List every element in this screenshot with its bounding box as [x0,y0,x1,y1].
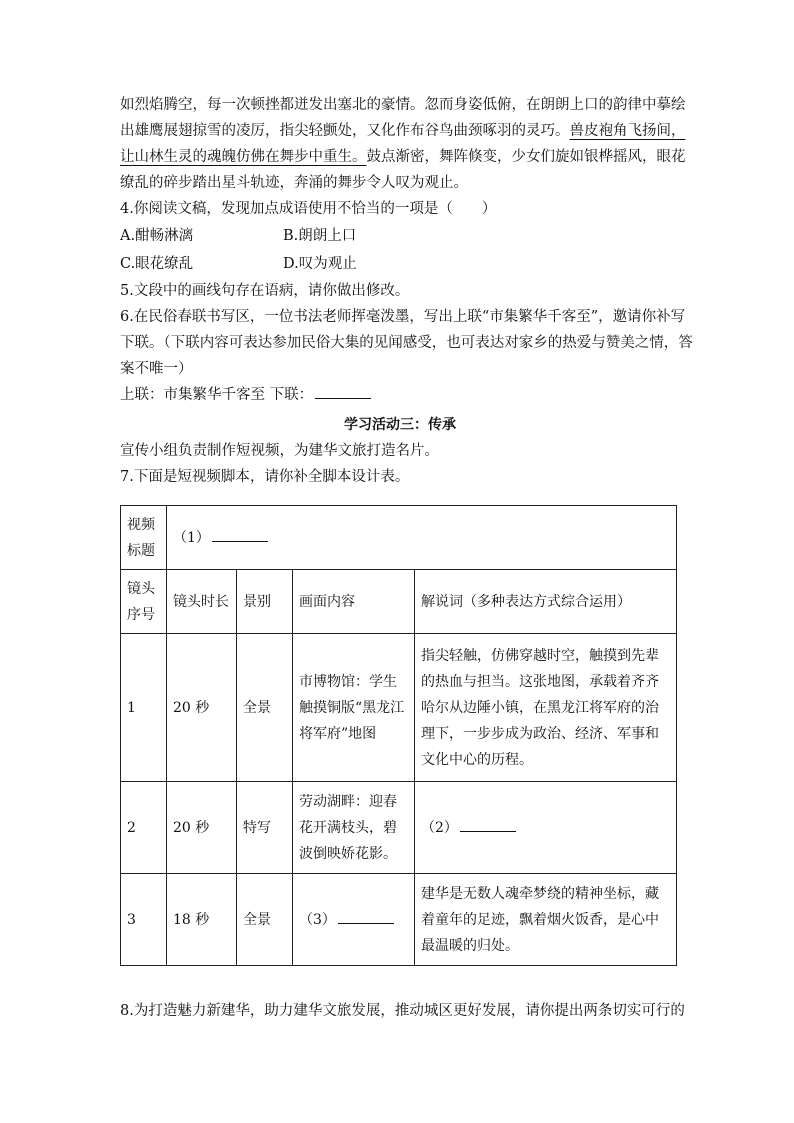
table-header-row [121,570,677,634]
blank-1-label: （1） [173,529,210,546]
q4-options-row-1 [120,222,680,250]
narration: 指尖轻触，仿佛穿越时空，触摸到先辈的热血与担当。这张地图，承载着齐齐哈尔从边陲小镇，在黑龙江将军府的治理下，一步步成为政治、经济、军事和文化中心的历程。 [415,634,677,782]
table-row [121,634,677,782]
shot-scale: 全景 [237,874,293,966]
shot-scale: 特写 [237,782,293,874]
q4-options-row-2 [120,250,680,278]
video-title-label: 视频标题 [121,506,167,570]
q6-line-1: 6.在民俗春联书写区，一位书法老师挥毫泼墨，写出上联“市集繁华千客至”，邀请你补写 [120,309,686,325]
script-design-table [120,505,677,966]
scene-content-cell [293,874,415,966]
q6-line-2: 下联。（下联内容可表达参加民俗大集的见闻感受，也可表达对家乡的热爱与赞美之情，答 [120,335,693,351]
shot-number: 1 [121,634,167,782]
q6-line-3: 案不唯一） [120,361,193,377]
shot-duration: 20 秒 [167,634,237,782]
activity3-intro: 宣传小组负责制作短视频，为建华文旅打造名片。 [120,443,439,459]
shot-duration: 18 秒 [167,874,237,966]
q4-option-c: C.眼花缭乱 [120,256,194,272]
header-narration: 解说词（多种表达方式综合运用） [415,570,677,634]
scene-content: 劳动湖畔：迎春花开满枝头，碧波倒映娇花影。 [293,782,415,874]
q4-option-a: A.酣畅淋漓 [120,228,194,244]
underlined-sentence-part-2: 让山林生灵的魂魄仿佛在舞步中重生。 [120,149,367,165]
q4-option-b: B.朗朗上口 [283,228,357,244]
shot-duration: 20 秒 [167,782,237,874]
shot-scale: 全景 [237,634,293,782]
header-shot-scale: 景别 [237,570,293,634]
shot-number: 3 [121,874,167,966]
q4-option-d: D.叹为观止 [283,256,357,272]
q7-stem: 7.下面是短视频脚本，请你补全脚本设计表。 [120,469,410,485]
header-scene-content: 画面内容 [293,570,415,634]
shot-number: 2 [121,782,167,874]
q6-answer-line [120,382,680,408]
blank-3[interactable] [338,909,394,924]
underlined-sentence-part-1: 兽皮袍角飞扬间， [569,123,686,139]
narration-cell [415,782,677,874]
q6-answer-prefix: 上联：市集繁华千客至 下联： [120,387,314,403]
q6-answer-blank[interactable] [315,384,371,399]
header-shot-duration: 镜头时长 [167,570,237,634]
passage-line-4: 缭乱的碎步踏出星斗轨迹，奔涌的舞步令人叹为观止。 [120,175,468,191]
table-title-row [121,506,677,570]
scene-content: 市博物馆：学生触摸铜版“黑龙江将军府”地图 [293,634,415,782]
passage-line-3-text: 鼓点渐密，舞阵倏变，少女们旋如银桦摇风，眼花 [366,149,686,165]
q5-stem: 5.文段中的画线句存在语病，请你做出修改。 [120,283,410,299]
narration: 建华是无数人魂牵梦绕的精神坐标，藏着童年的足迹，飘着烟火饭香，是心中最温暖的归处。 [415,874,677,966]
document-body [120,92,693,490]
passage-line-2-text: 出雄鹰展翅掠雪的凌厉，指尖轻颤处，又化作布谷鸟曲颈啄羽的灵巧。 [120,123,570,139]
q8-stem: 8.为打造魅力新建华，助力建华文旅发展，推动城区更好发展，请你提出两条切实可行的 [120,1003,685,1019]
table-row [121,874,677,966]
passage-line-2 [120,118,686,144]
blank-1[interactable] [212,527,268,542]
passage-line-3 [120,144,686,170]
blank-2[interactable] [460,817,516,832]
blank-3-label: （3） [299,911,336,928]
header-shot-number: 镜头序号 [121,570,167,634]
blank-2-label: （2） [421,819,458,836]
activity3-title: 学习活动三：传承 [344,417,456,433]
q4-stem: 4.你阅读文稿，发现加点成语使用不恰当的一项是（ ） [120,201,497,217]
passage-line-1: 如烈焰腾空，每一次顿挫都迸发出塞北的豪情。忽而身姿低俯，在朗朗上口的韵律中摹绘 [120,97,686,113]
table-row [121,782,677,874]
video-title-cell [167,506,677,570]
